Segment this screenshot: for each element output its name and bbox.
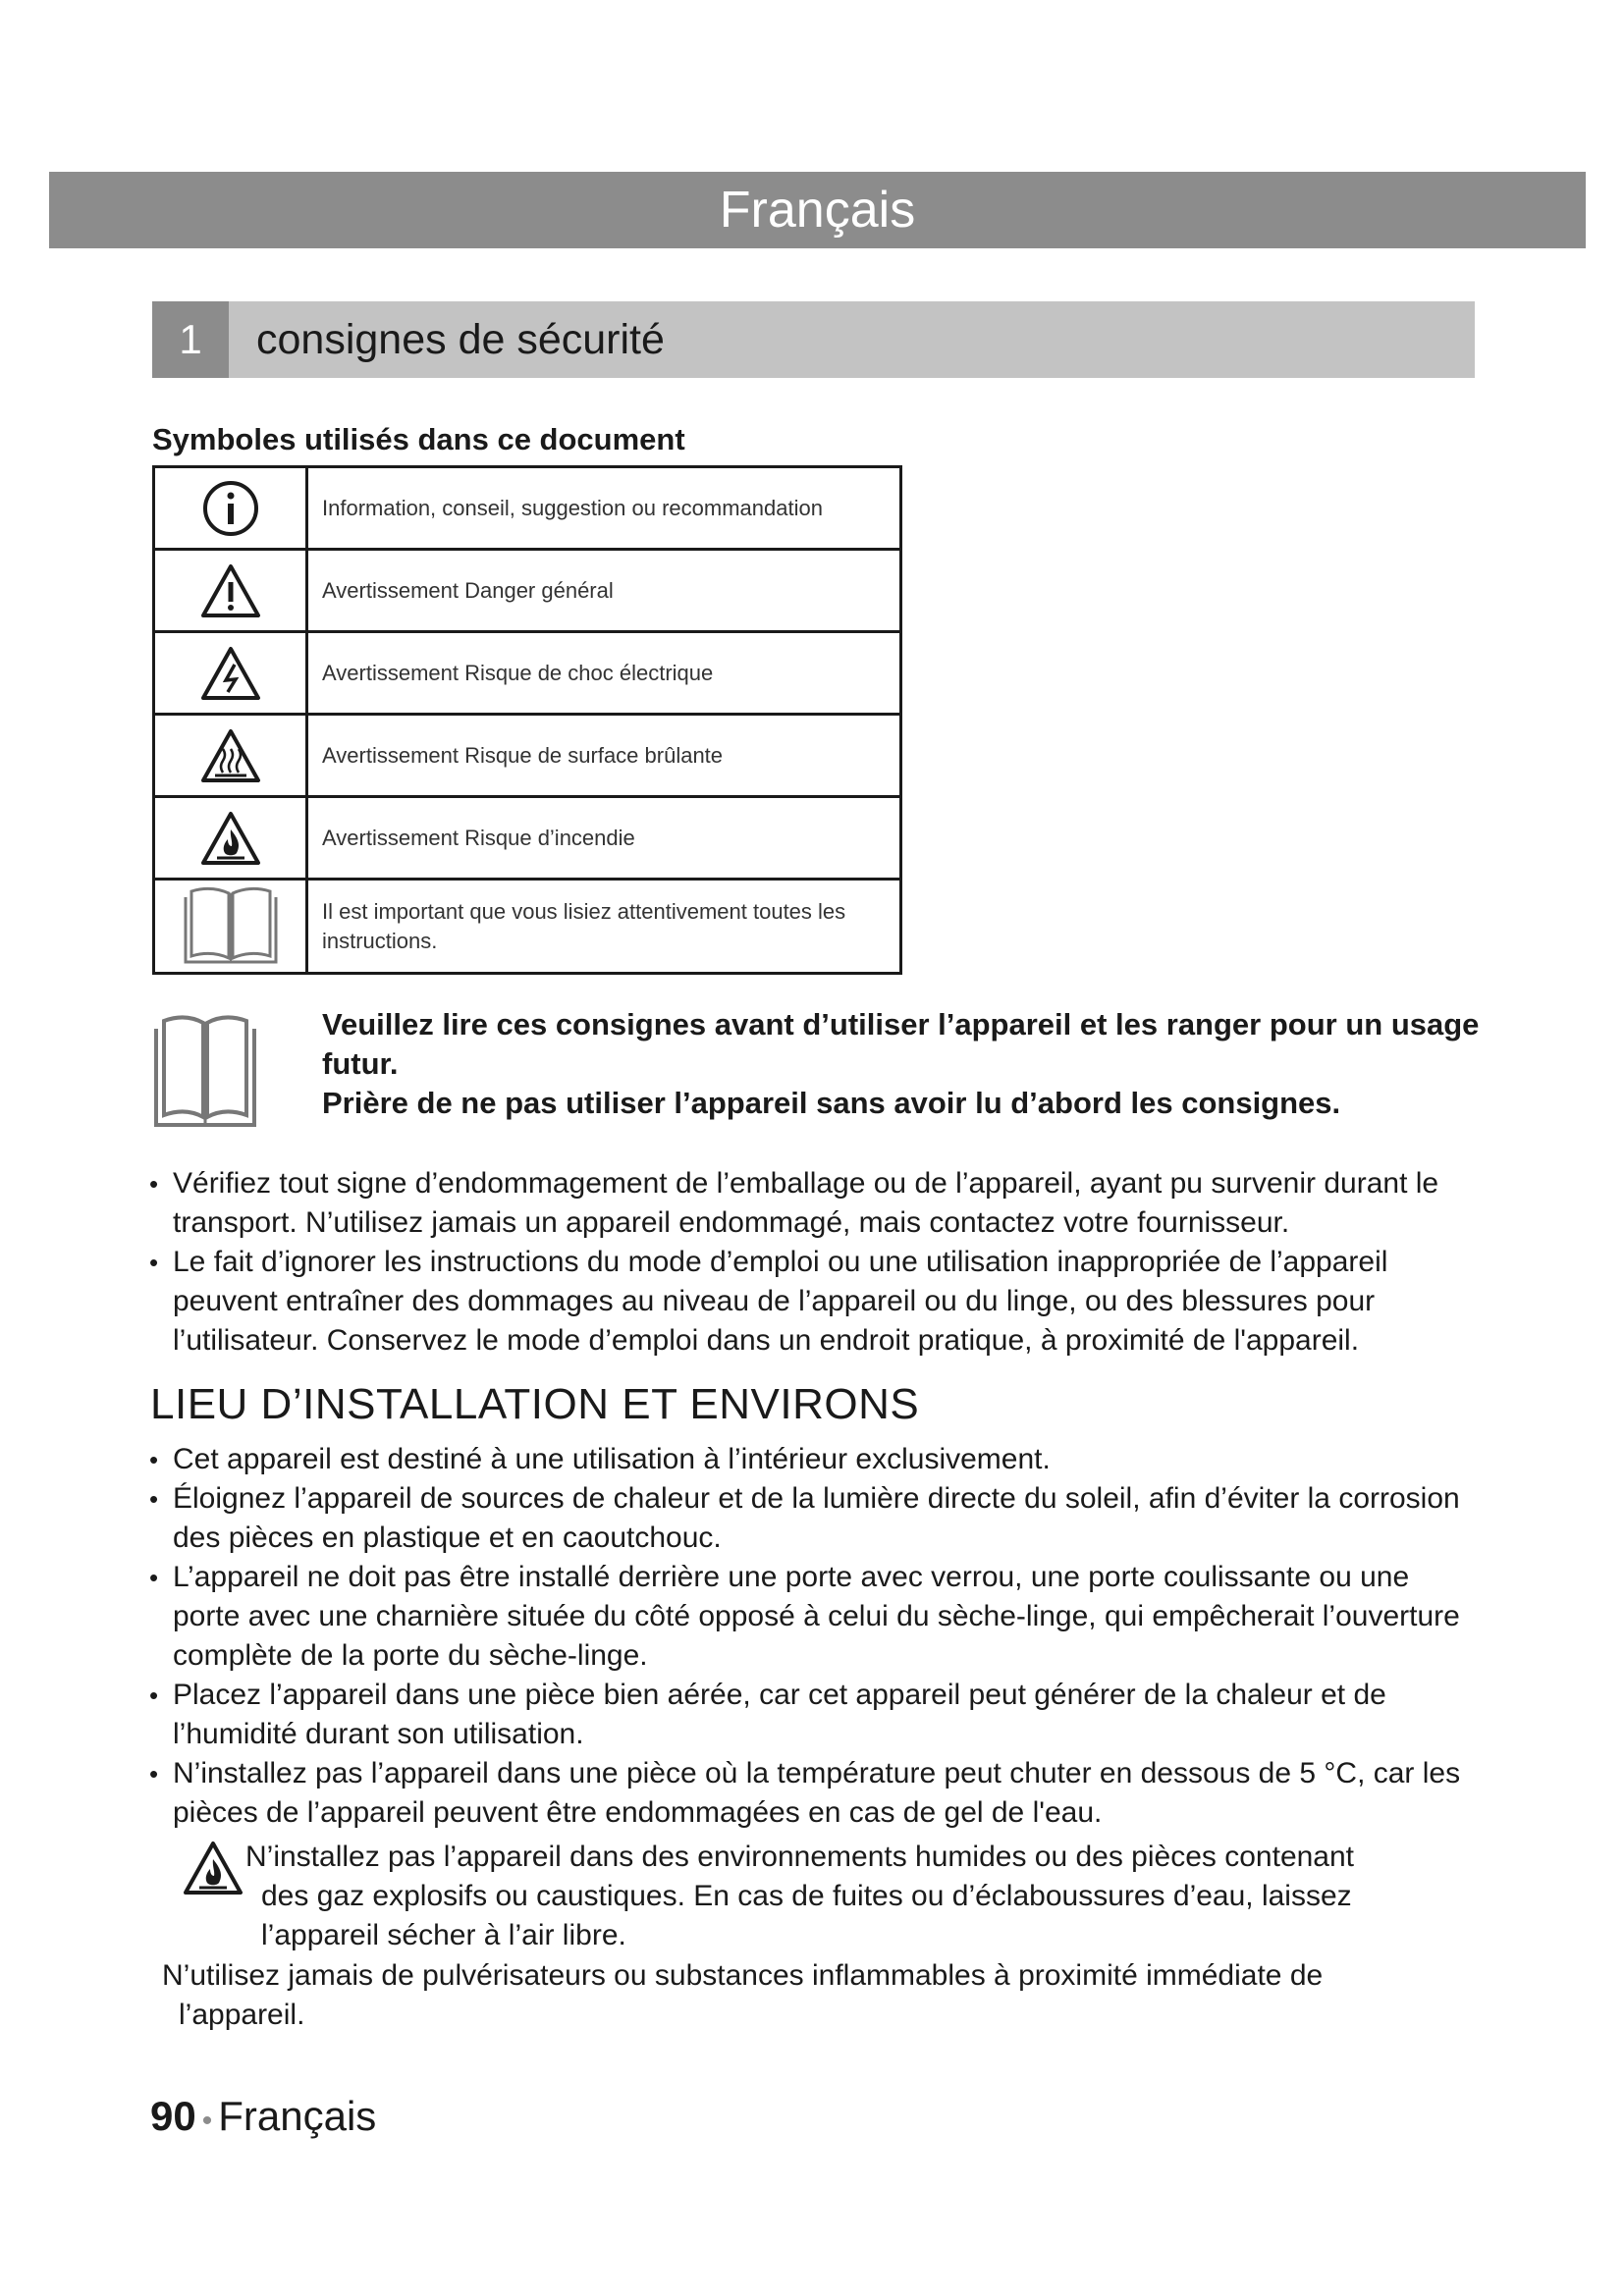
fire-note-line: des gaz explosifs ou caustiques. En cas de fuites ou d’éclaboussures d’eau, laissez	[261, 1880, 1352, 1912]
section-title: consignes de sécurité	[256, 316, 665, 363]
fire-note-line: l’appareil sécher à l’air libre.	[261, 1919, 626, 1951]
hot-surface-warning-icon	[199, 727, 262, 784]
list-item: • Éloignez l’appareil de sources de chaleur et de la lumière directe du soleil, afin d’éviter la corrosion des pièces en plastique et en caoutchouc.	[149, 1479, 1475, 1558]
electric-shock-warning-icon	[199, 645, 262, 702]
list-item: • Vérifiez tout signe d’endommagement de l’emballage ou de l’appareil, ayant pu survenir durant le transport. N’utilisez jamais un appareil endommagé, mais contactez votre fournisseur.	[149, 1164, 1475, 1243]
read-note-line: Prière de ne pas utiliser l’appareil sans avoir lu d’abord les consignes.	[322, 1086, 1341, 1120]
info-icon	[201, 479, 260, 538]
fire-warning-icon	[199, 810, 262, 867]
symbol-description: Avertissement Risque d’incendie	[307, 797, 901, 880]
list-item: • Placez l’appareil dans une pièce bien aérée, car cet appareil peut générer de la chaleur et de l’humidité durant son utilisation.	[149, 1676, 1475, 1754]
read-instructions-note	[322, 1005, 1500, 1123]
section-header	[152, 301, 1475, 378]
fire-warning-icon	[182, 1840, 244, 1896]
list-item: • L’appareil ne doit pas être installé derrière une porte avec verrou, une porte coulissante ou une porte avec une charnière située du côté opposé à celui du sèche-linge, qui empêcherait l’ouverture complète de la porte du sèche-linge.	[149, 1558, 1475, 1676]
symbol-row	[154, 880, 901, 974]
list-item: • Le fait d’ignorer les instructions du mode d’emploi ou une utilisation inappropriée de l’appareil peuvent entraîner des dommages au niveau de l’appareil ou du linge, ou des blessures pour l’utilisateur. Conservez le mode d’emploi dans un endroit pratique, à proximité de l'appareil.	[149, 1243, 1475, 1361]
symbols-heading: Symboles utilisés dans ce document	[152, 422, 685, 456]
installation-list	[149, 1440, 1475, 1833]
read-note-line: Veuillez lire ces consignes avant d’utiliser l’appareil et les ranger pour un usage futur.	[322, 1007, 1480, 1081]
book-icon	[180, 883, 282, 970]
symbol-description: Il est important que vous lisiez attentivement toutes les instructions.	[307, 880, 901, 974]
symbol-description: Avertissement Risque de choc électrique	[307, 632, 901, 715]
symbol-row	[154, 632, 901, 715]
symbol-description: Information, conseil, suggestion ou recommandation	[307, 467, 901, 550]
symbol-row	[154, 797, 901, 880]
installation-heading: LIEU D’INSTALLATION ET ENVIRONS	[150, 1380, 920, 1428]
spray-note-line: l’appareil.	[179, 1999, 305, 2031]
symbol-row	[154, 550, 901, 632]
page-number: 90	[150, 2093, 196, 2139]
footer-language: Français	[218, 2093, 377, 2139]
list-item: • N’installez pas l’appareil dans une pièce où la température peut chuter en dessous de 5 °C, car les pièces de l’appareil peuvent être endommagées en cas de gel de l'eau.	[149, 1754, 1475, 1833]
warning-icon	[199, 562, 262, 619]
book-icon	[150, 1011, 260, 1133]
symbol-description: Avertissement Danger général	[307, 550, 901, 632]
language-header: Français	[49, 172, 1586, 248]
symbols-table	[152, 465, 902, 975]
symbol-row	[154, 715, 901, 797]
general-safety-list	[149, 1164, 1475, 1361]
separator-dot: •	[201, 2105, 213, 2137]
fire-note-line: N’installez pas l’appareil dans des environnements humides ou des pièces contenant	[245, 1841, 1355, 1873]
spray-note-line: N’utilisez jamais de pulvérisateurs ou substances inflammables à proximité immédiate de	[162, 1959, 1324, 1992]
list-item: • Cet appareil est destiné à une utilisation à l’intérieur exclusivement.	[149, 1440, 1475, 1479]
symbol-description: Avertissement Risque de surface brûlante	[307, 715, 901, 797]
page-footer	[150, 2093, 376, 2140]
symbol-row	[154, 467, 901, 550]
section-number: 1	[152, 301, 229, 378]
